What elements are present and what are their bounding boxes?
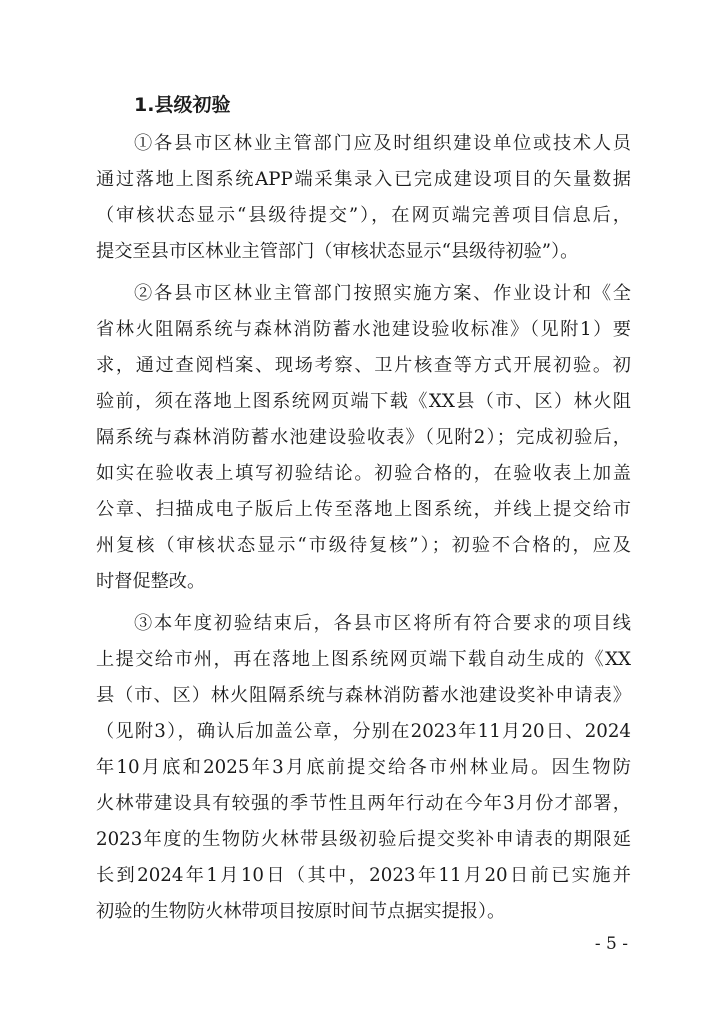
text-line: 2023年度的生物防火林带县级初验后提交奖补申请表的期限延 — [96, 829, 631, 850]
paragraph-2-line-2 — [0, 316, 724, 344]
text-line: 时督促整改。 — [96, 571, 206, 592]
paragraph-2-line-7 — [0, 496, 724, 524]
paragraph-1-line-2 — [0, 166, 724, 194]
text-line: 火林带建设具有较强的季节性且两年行动在今年3月份才部署， — [96, 793, 631, 814]
page-number: - 5 - — [594, 934, 628, 954]
paragraph-3-line-6 — [0, 790, 724, 818]
text-line: 公章、扫描成电子版后上传至落地上图系统，并线上提交给市 — [96, 499, 631, 520]
text-line: 上提交给市州，再在落地上图系统网页端下载自动生成的《XX — [96, 649, 631, 670]
paragraph-2-line-6 — [0, 460, 724, 488]
text-line: ②各县市区林业主管部门按照实施方案、作业设计和《全 — [134, 283, 631, 304]
paragraph-3-line-9 — [0, 898, 724, 926]
paragraph-3-line-7 — [0, 826, 724, 854]
section-heading: 1.县级初验 — [134, 94, 231, 116]
paragraph-2-line-9 — [0, 568, 724, 596]
text-line: 提交至县市区林业主管部门（审核状态显示“县级待初验”）。 — [96, 241, 579, 262]
text-line: 求，通过查阅档案、现场考察、卫片核查等方式开展初验。初 — [96, 355, 631, 376]
paragraph-2-line-8 — [0, 532, 724, 560]
text-line: 省林火阻隔系统与森林消防蓄水池建设验收标准》（见附1）要 — [96, 319, 631, 340]
text-line: ③本年度初验结束后，各县市区将所有符合要求的项目线 — [134, 613, 631, 634]
text-line: 县（市、区）林火阻隔系统与森林消防蓄水池建设奖补申请表》 — [96, 685, 631, 706]
paragraph-1-line-4 — [0, 238, 724, 266]
text-line: 年10月底和2025年3月底前提交给各市州林业局。因生物防 — [96, 757, 631, 778]
text-line: ①各县市区林业主管部门应及时组织建设单位或技术人员 — [134, 133, 631, 154]
paragraph-1-line-1 — [0, 130, 724, 158]
paragraph-2-line-1 — [0, 280, 724, 308]
text-line: 隔系统与森林消防蓄水池建设验收表》（见附2）；完成初验后， — [96, 427, 631, 448]
text-line: 长到2024年1月10日（其中，2023年11月20日前已实施并 — [96, 865, 631, 886]
paragraph-3-line-5 — [0, 754, 724, 782]
text-line: 如实在验收表上填写初验结论。初验合格的，在验收表上加盖 — [96, 463, 631, 484]
text-line: 州复核（审核状态显示“市级待复核”）；初验不合格的，应及 — [96, 535, 631, 556]
paragraph-2-line-3 — [0, 352, 724, 380]
paragraph-3-line-1 — [0, 610, 724, 638]
text-line: （审核状态显示“县级待提交”），在网页端完善项目信息后， — [96, 205, 631, 226]
paragraph-3-line-8 — [0, 862, 724, 890]
paragraph-1-line-3 — [0, 202, 724, 230]
paragraph-3-line-4 — [0, 718, 724, 746]
text-line: 通过落地上图系统APP端采集录入已完成建设项目的矢量数据 — [96, 169, 631, 190]
text-line: 初验的生物防火林带项目按原时间节点据实提报）。 — [96, 901, 506, 922]
paragraph-2-line-4 — [0, 388, 724, 416]
paragraph-2-line-5 — [0, 424, 724, 452]
paragraph-3-line-2 — [0, 646, 724, 674]
text-line: （见附3），确认后加盖公章，分别在2023年11月20日、2024 — [96, 721, 631, 742]
paragraph-3-line-3 — [0, 682, 724, 710]
text-line: 验前，须在落地上图系统网页端下载《XX县（市、区）林火阻 — [96, 391, 631, 412]
